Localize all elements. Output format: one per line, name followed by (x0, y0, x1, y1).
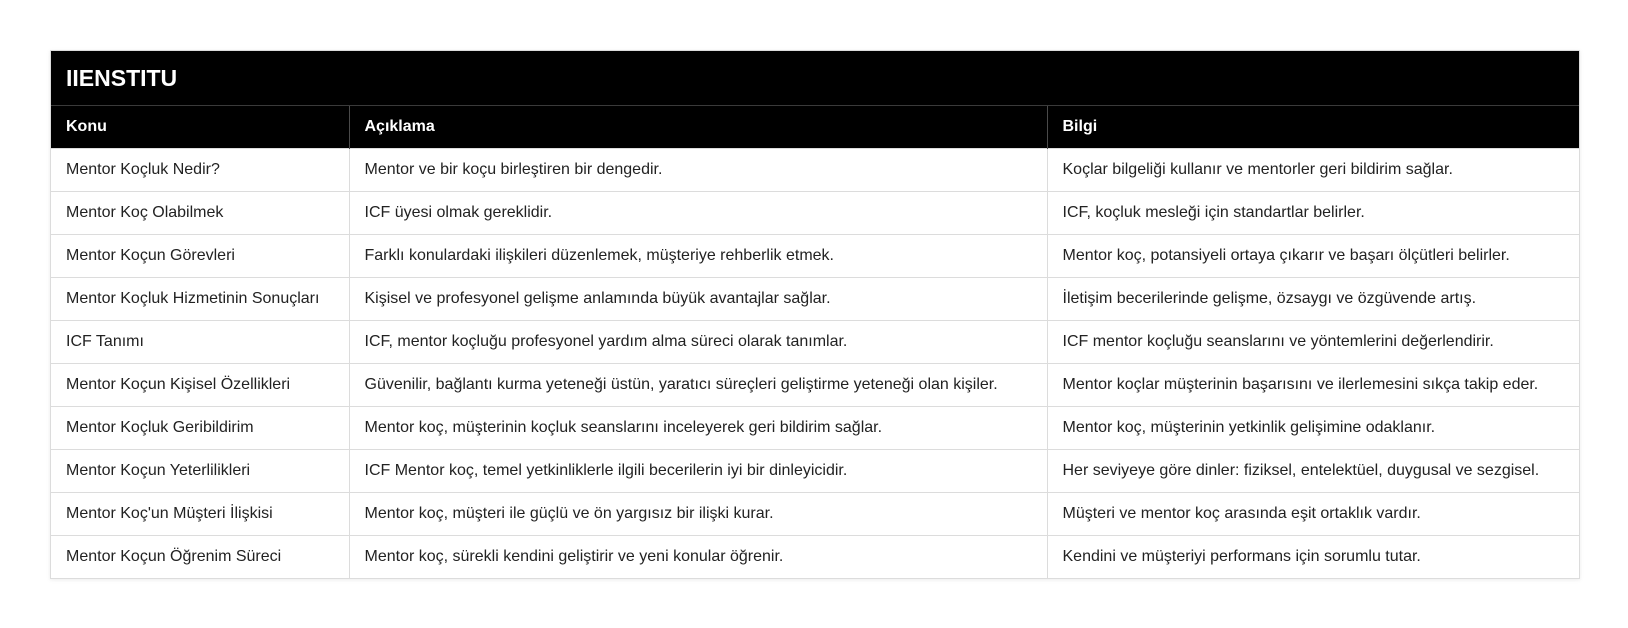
cell-konu: Mentor Koçluk Geribildirim (51, 407, 349, 450)
cell-aciklama: Mentor koç, müşteri ile güçlü ve ön yargısız bir ilişki kurar. (349, 493, 1047, 536)
table-row (51, 450, 1579, 493)
cell-aciklama: ICF, mentor koçluğu profesyonel yardım alma süreci olarak tanımlar. (349, 321, 1047, 364)
header-row (51, 106, 1579, 149)
cell-konu: Mentor Koçluk Hizmetinin Sonuçları (51, 278, 349, 321)
cell-bilgi: Mentor koç, müşterinin yetkinlik gelişimine odaklanır. (1047, 407, 1579, 450)
cell-konu: Mentor Koçluk Nedir? (51, 149, 349, 192)
table-row (51, 235, 1579, 278)
table-row (51, 192, 1579, 235)
table-row (51, 364, 1579, 407)
cell-konu: Mentor Koç Olabilmek (51, 192, 349, 235)
info-table-container (50, 50, 1580, 579)
cell-bilgi: İletişim becerilerinde gelişme, özsaygı ve özgüvende artış. (1047, 278, 1579, 321)
cell-konu: ICF Tanımı (51, 321, 349, 364)
cell-aciklama: Kişisel ve profesyonel gelişme anlamında büyük avantajlar sağlar. (349, 278, 1047, 321)
cell-konu: Mentor Koçun Yeterlilikleri (51, 450, 349, 493)
cell-aciklama: Mentor koç, sürekli kendini geliştirir ve yeni konular öğrenir. (349, 536, 1047, 579)
cell-aciklama: Mentor ve bir koçu birleştiren bir dengedir. (349, 149, 1047, 192)
cell-bilgi: ICF mentor koçluğu seanslarını ve yöntemlerini değerlendirir. (1047, 321, 1579, 364)
cell-bilgi: Mentor koçlar müşterinin başarısını ve ilerlemesini sıkça takip eder. (1047, 364, 1579, 407)
cell-bilgi: ICF, koçluk mesleği için standartlar belirler. (1047, 192, 1579, 235)
cell-aciklama: ICF Mentor koç, temel yetkinliklerle ilgili becerilerin iyi bir dinleyicidir. (349, 450, 1047, 493)
cell-konu: Mentor Koçun Görevleri (51, 235, 349, 278)
cell-bilgi: Koçlar bilgeliği kullanır ve mentorler geri bildirim sağlar. (1047, 149, 1579, 192)
table-row (51, 149, 1579, 192)
cell-aciklama: Güvenilir, bağlantı kurma yeteneği üstün, yaratıcı süreçleri geliştirme yeteneği olan kişiler. (349, 364, 1047, 407)
cell-aciklama: Mentor koç, müşterinin koçluk seanslarını inceleyerek geri bildirim sağlar. (349, 407, 1047, 450)
header-aciklama: Açıklama (349, 106, 1047, 149)
info-table (51, 106, 1579, 578)
cell-bilgi: Her seviyeye göre dinler: fiziksel, entelektüel, duygusal ve sezgisel. (1047, 450, 1579, 493)
cell-aciklama: ICF üyesi olmak gereklidir. (349, 192, 1047, 235)
table-row (51, 536, 1579, 579)
cell-konu: Mentor Koçun Kişisel Özellikleri (51, 364, 349, 407)
cell-bilgi: Kendini ve müşteriyi performans için sorumlu tutar. (1047, 536, 1579, 579)
cell-bilgi: Mentor koç, potansiyeli ortaya çıkarır ve başarı ölçütleri belirler. (1047, 235, 1579, 278)
table-title: IIENSTITU (51, 51, 1579, 106)
cell-konu: Mentor Koçun Öğrenim Süreci (51, 536, 349, 579)
table-row (51, 407, 1579, 450)
cell-konu: Mentor Koç'un Müşteri İlişkisi (51, 493, 349, 536)
table-row (51, 493, 1579, 536)
table-row (51, 278, 1579, 321)
header-bilgi: Bilgi (1047, 106, 1579, 149)
header-konu: Konu (51, 106, 349, 149)
table-row (51, 321, 1579, 364)
cell-aciklama: Farklı konulardaki ilişkileri düzenlemek, müşteriye rehberlik etmek. (349, 235, 1047, 278)
cell-bilgi: Müşteri ve mentor koç arasında eşit ortaklık vardır. (1047, 493, 1579, 536)
